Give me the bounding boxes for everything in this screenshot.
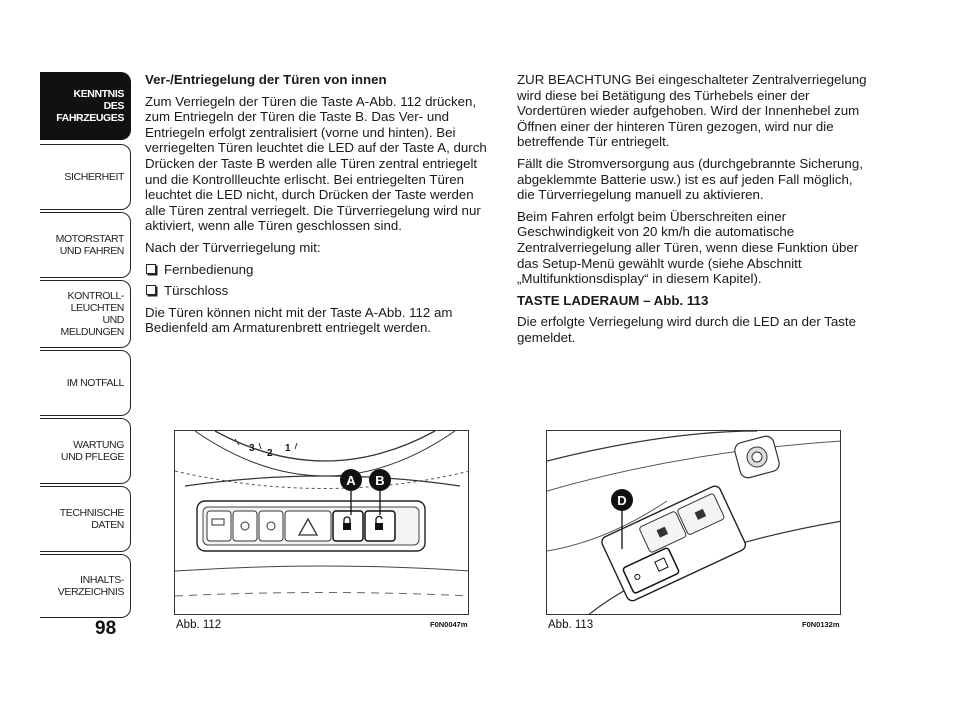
tab-sicherheit[interactable]: SICHERHEIT: [40, 144, 131, 210]
tab-im-notfall[interactable]: IM NOTFALL: [40, 350, 131, 416]
gauge-number: 3: [249, 443, 255, 454]
tab-motorstart-und-fahren[interactable]: MOTORSTART UND FAHREN: [40, 212, 131, 278]
paragraph: Die Türen können nicht mit der Taste A-Abb. 112 am Bedienfeld am Armaturenbrett entriegelt werden.: [145, 304, 453, 336]
callout-label-b: B: [375, 473, 385, 488]
checkbox-bullet-icon: [146, 264, 156, 274]
figure-caption: Abb. 113: [548, 619, 594, 631]
figure-caption: Abb. 112: [176, 619, 222, 631]
paragraph: Zum Verriegeln der Türen die Taste A-Abb. 112 drücken, zum Entriegeln der Türen die Taste B. Das Ver- und Entriegeln erfolgt zentralisiert (vorne und hinten). Bei verriegelten Türen leuchtet die LED auf der Taste A, durch Drücken der Taste B werden alle Türen zentral entriegelt und die Kontrollleuchte erlischt. Bei entriegelten Türen leuchtet die LED nicht, durch Drücken der Taste werden alle Türen zentral verriegelt. Die Türverriegelung wird nur aktiviert, wenn alle Türen geschlossen sind.: [145, 93, 487, 234]
checkbox-bullet-icon: [146, 285, 156, 295]
section-heading-door-locking: Ver-/Entriegelung der Türen von innen: [145, 72, 387, 87]
callout-label-d: D: [617, 493, 627, 508]
gauge-number: 2: [267, 448, 273, 459]
note-paragraph: ZUR BEACHTUNG Bei eingeschalteter Zentralverriegelung wird diese bei Betätigung des Türhebels einer der Vordertüren wieder aufgehoben. Wird der Innenhebel zum Öffnen einer der hinteren Türen gezogen, wird nur die betreffende Tür entriegelt.: [517, 72, 867, 150]
left-text-column: [145, 72, 495, 342]
bullet-list: [145, 262, 495, 299]
list-item: Fernbedienung: [145, 262, 495, 278]
paragraph: Nach der Türverriegelung mit:: [145, 239, 321, 255]
paragraph: Fällt die Stromversorgung aus (durchgebrannte Sicherung, abgeklemmte Batterie usw.) ist es auf jeden Fall möglich, die Türverriegelung manuell zu aktivieren.: [517, 155, 863, 203]
door-panel-illustration: [547, 431, 841, 615]
list-item: Türschloss: [145, 283, 495, 299]
tab-technische-daten[interactable]: TECHNISCHE DATEN: [40, 486, 131, 552]
right-text-column: [517, 72, 867, 352]
tab-kenntnis-des-fahrzeuges[interactable]: KENNTNIS DES FAHRZEUGES: [40, 72, 131, 140]
paragraph: Die erfolgte Verriegelung wird durch die LED an der Taste gemeldet.: [517, 314, 857, 345]
tab-kontrollleuchten-und-meldungen[interactable]: KONTROLL- LEUCHTEN UND MELDUNGEN: [40, 280, 131, 348]
figure-cargo-lock-button: [546, 430, 841, 615]
tab-inhaltsverzeichnis[interactable]: INHALTS- VERZEICHNIS: [40, 554, 131, 618]
dashboard-illustration: [175, 431, 469, 615]
figure-code: F0N0047m: [430, 620, 468, 629]
tab-wartung-und-pflege[interactable]: WARTUNG UND PFLEGE: [40, 418, 131, 484]
callout-label-a: A: [346, 473, 356, 488]
section-heading-cargo-button: TASTE LADERAUM – Abb. 113: [517, 292, 709, 308]
page-number: 98: [95, 618, 117, 639]
figure-code: F0N0132m: [802, 620, 840, 629]
figure-door-lock-panel: [174, 430, 469, 615]
paragraph: Beim Fahren erfolgt beim Überschreiten einer Geschwindigkeit von 20 km/h die automatische Zentralverriegelung aller Türen, wenn diese Funktion über das Setup-Menü gewählt wurde (siehe Abschnitt „Multifunktionsdisplay“ in diesem Kapitel).: [517, 208, 859, 287]
gauge-number: 1: [285, 443, 291, 454]
